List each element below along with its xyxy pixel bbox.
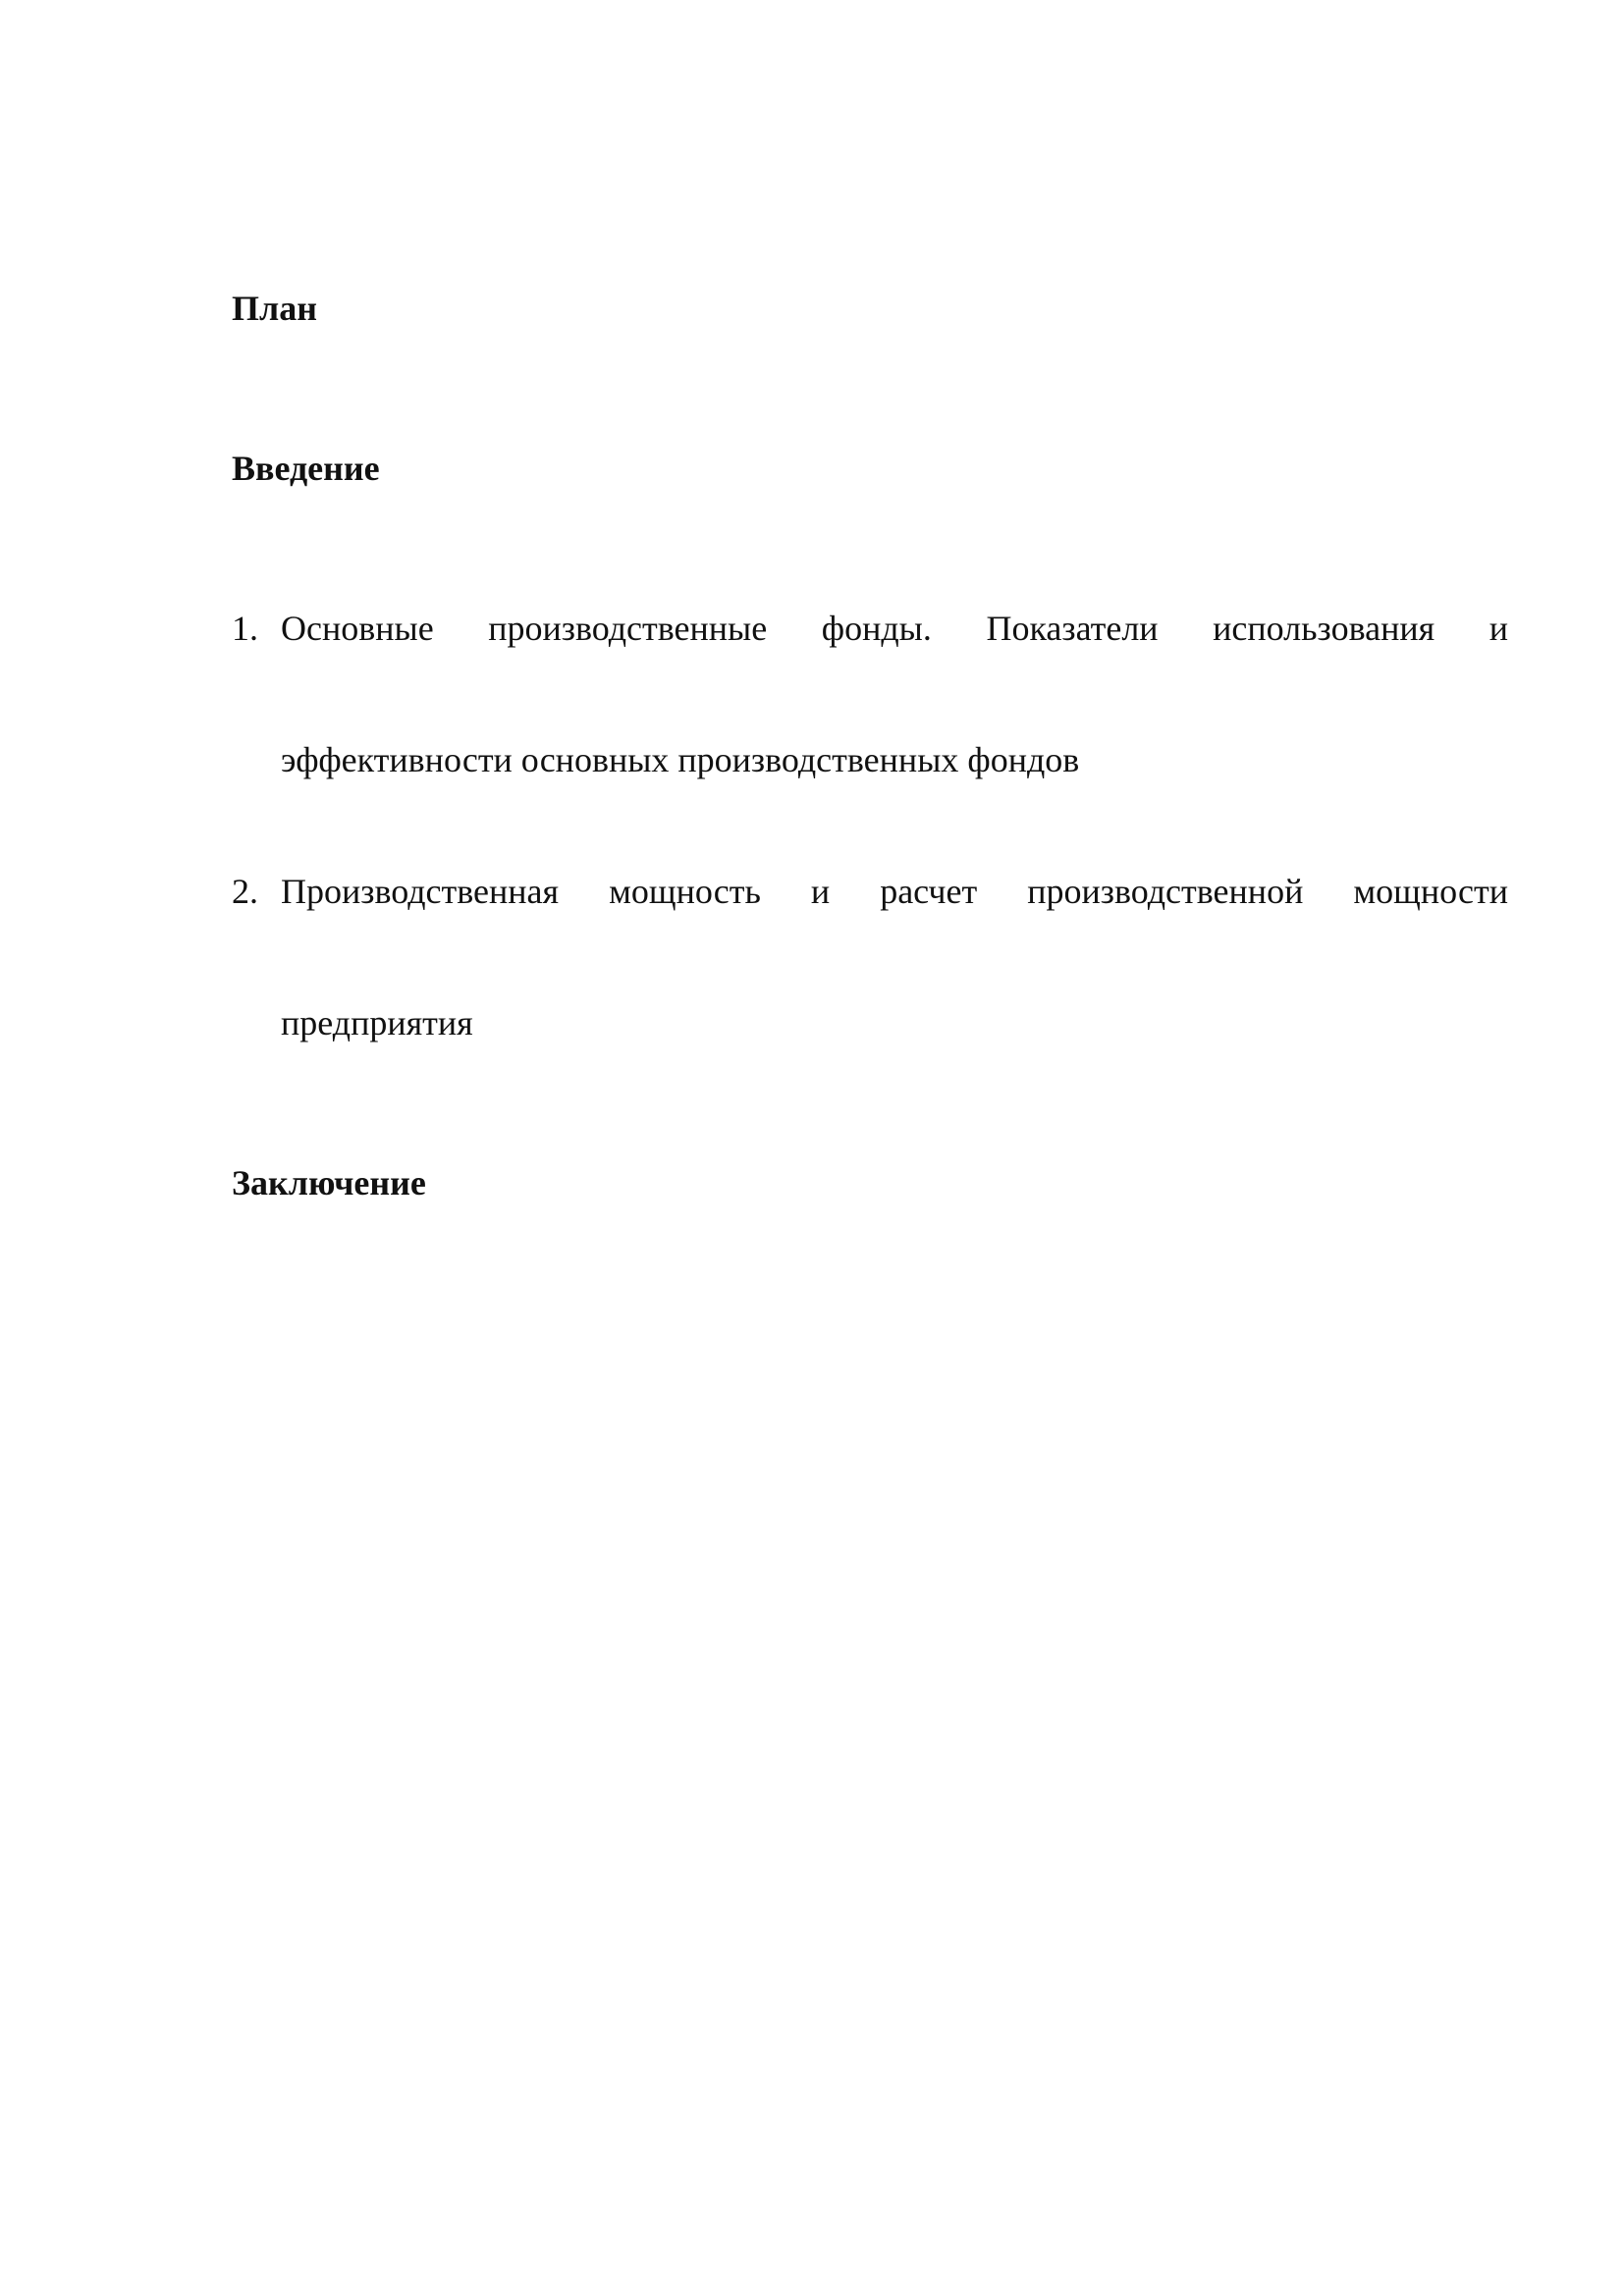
plan-item-number: 2. [232, 872, 258, 911]
plan-item-text-line2: предприятия [281, 1003, 473, 1042]
section-introduction: Введение [232, 449, 380, 488]
plan-item-text-line1: Производственная мощность и расчет производственной мощности [281, 872, 1508, 911]
plan-title: План [232, 289, 317, 328]
section-conclusion: Заключение [232, 1163, 426, 1202]
plan-item-text-line1: Основные производственные фонды. Показатели использования и [281, 609, 1508, 648]
plan-item-number: 1. [232, 609, 258, 648]
plan-item-text-line2: эффективности основных производственных фондов [281, 740, 1080, 779]
